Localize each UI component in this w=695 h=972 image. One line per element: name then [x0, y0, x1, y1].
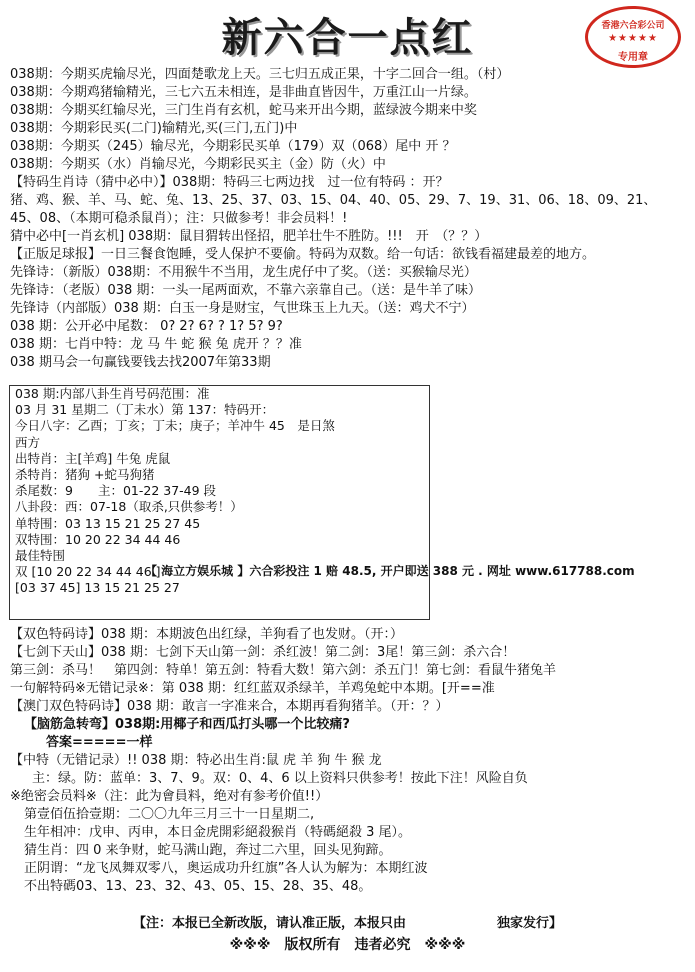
text-line: 【双色特码诗】038 期：本期波色出红绿，羊狗看了也发财。（开：）	[10, 627, 403, 642]
text-line: 不出特碼03、13、23、32、43、05、15、28、35、48。	[24, 879, 372, 894]
text-line: 先锋诗（内部版）038 期：白玉一身是财宝，气世珠玉上九天。（送：鸡犬不宁）	[10, 301, 475, 316]
text-line: 038 期：公开必中尾数： 0? 2? 6? ? 1? 5? 9?	[10, 319, 283, 334]
footer-notice: 【注：本报已全新改版，请认准正版，本报只由 独家发行】	[132, 916, 562, 931]
bagua-info-box	[9, 385, 430, 620]
text-line: 猜生肖：四 0 来争财，蛇马满山跑，奔过二六里，回头见狗蹄。	[24, 843, 392, 858]
text-line: 先锋诗：（老版）038 期：一头一尾两面欢，不靠六亲靠自己。（送：是牛羊了味）	[10, 283, 481, 298]
seal-stars: ★★★★★	[608, 33, 658, 44]
box-line: 双 [10 20 22 34 44 46 ]	[15, 564, 161, 580]
text-line: 【正版足球报】一日三餐食饱睡，受人保护不要偷。特码为双数。给一句话：欲钱看福建最差的地方。	[10, 247, 596, 262]
riddle-line: 【脑筋急转弯】038期:用椰子和西瓜打头哪一个比较痛?	[24, 717, 350, 732]
text-line: 038期：今期彩民买(二门)输精光,买(三门,五门)中	[10, 121, 298, 136]
text-line: 第壹佰伍拾壹期：二〇〇九年三月三十一日星期二,	[24, 807, 315, 822]
text-line: 【七剑下天山】038 期：七剑下天山第一剑：杀红波！第二剑：3尾！第三剑：杀六合！	[10, 645, 516, 660]
page-title: 新六合一点红	[221, 15, 474, 61]
box-line: 03 月 31 星期二（丁未水）第 137：特码开：	[15, 402, 275, 418]
riddle-answer: 答案=====一样	[46, 735, 153, 750]
text-line: 第三剑：杀马！ 第四剑：特单！第五剑：特看大数！第六剑：杀五门！第七剑：看鼠牛猪兔羊	[10, 663, 557, 678]
box-line: 八卦段：西：07-18（取杀,只供参考！）	[15, 499, 243, 515]
text-line: 主：绿。防：蓝单：3、7、9。双：0、4、6 以上资料只供参考！按此下注！风险自负	[32, 771, 528, 786]
text-line: 先锋诗：（新版）038期：不用猴牛不当用，龙生虎仔中了奖。（送：买猴输尽光）	[10, 265, 477, 280]
seal-line-3: 专用章	[618, 52, 648, 63]
text-line: 一句解特码※无错记录※：第 038 期：红红蓝双杀绿羊，羊鸡兔蛇中本期。[开==准	[10, 681, 495, 696]
box-line: 单特围：03 13 15 21 25 27 45	[15, 515, 201, 531]
text-line: 正阴谓：“龙飞凤舞双零八，奥运成功升红旗”各人认为解为：本期红波	[24, 861, 428, 876]
text-line: 038期：今期买红输尽光，三门生肖有玄机，蛇马来开出今期，蓝绿波今期来中奖	[10, 103, 477, 118]
seal-line-1: 香港六合彩公司	[601, 21, 665, 31]
box-line: 杀尾数：9 主：01-22 37-49 段	[15, 483, 217, 499]
text-line: 【中特（无错记录）!! 038 期：特必出生肖:鼠 虎 羊 狗 牛 猴 龙	[10, 753, 382, 768]
top-section	[10, 66, 690, 372]
box-line: [03 37 45] 13 15 21 25 27	[15, 580, 180, 596]
text-line: 【澳门双色特码诗】038 期：敢言一字准来合，本期再看狗猪羊。（开：？）	[10, 699, 449, 714]
box-line: 038 期:内部八卦生肖号码范围：准	[15, 386, 210, 401]
text-line: 猪、鸡、猴、羊、马、蛇、兔、13、25、37、03、15、04、40、05、29、7、19、31、06、18、09、21、	[10, 193, 657, 208]
box-line: 双特围：10 20 22 34 44 46	[15, 531, 181, 547]
text-line: 生年相冲：戊申、丙申，本日金虎開彩絕殺猴肖（特碼絕殺 3 尾）。	[24, 825, 412, 840]
text-line: 038期：今期鸡猪输精光，三七六五未相连，是非曲直皆因牛，万重江山一片绿。	[10, 85, 477, 100]
text-line: 45、08、（本期可稳杀鼠肖）；注：只做参考！非会员料！!	[10, 211, 348, 226]
footer-copyright: ※※※ 版权所有 违者必究 ※※※	[229, 937, 466, 953]
box-line: 西方	[15, 434, 41, 450]
text-line: 038期：今期买（水）肖输尽光，今期彩民买主（金）防（火）中	[10, 157, 386, 172]
text-line: 038期：今期买虎输尽光，四面楚歌龙上天。三七归五成正果，十字二回合一组。（村）	[10, 67, 510, 82]
text-line: 038 期：七肖中特：龙 马 牛 蛇 猴 兔 虎开 ？？准	[10, 337, 302, 352]
text-line: ※绝密会员料※（注：此为會員料，绝对有参考价值!!）	[10, 789, 329, 804]
bottom-section	[10, 626, 690, 896]
box-line: 最佳特围	[15, 547, 66, 563]
box-line: 杀特肖：猪狗 +蛇马狗猪	[15, 466, 155, 482]
text-line: 猜中必中[一肖玄机] 038期：鼠目猬转出怪招，肥羊壮牛不胜防。!!! 开 （？？）	[10, 229, 488, 244]
box-line: 今日八字：乙酉；丁亥；丁未；庚子；羊冲牛 45 是日煞	[15, 418, 335, 434]
casino-advert: 【 海立方娱乐城 】六合彩投注 1 赔 48.5, 开户即送 388 元 . 网址 www.617788.com	[145, 564, 635, 578]
text-line: 【特码生肖诗（猜中必中）】038期：特码三七两边找 过一位有特码 ：开？	[10, 175, 449, 190]
company-seal	[585, 6, 681, 68]
box-line: 出特肖：主[羊鸡] 牛兔 虎鼠	[15, 450, 171, 466]
text-line: 038期：今期买（245）输尽光，今期彩民买单（179）双（068）尾中 开 ？	[10, 139, 456, 154]
text-line: 038 期马会一句赢钱要钱去找2007年第33期	[10, 355, 271, 370]
